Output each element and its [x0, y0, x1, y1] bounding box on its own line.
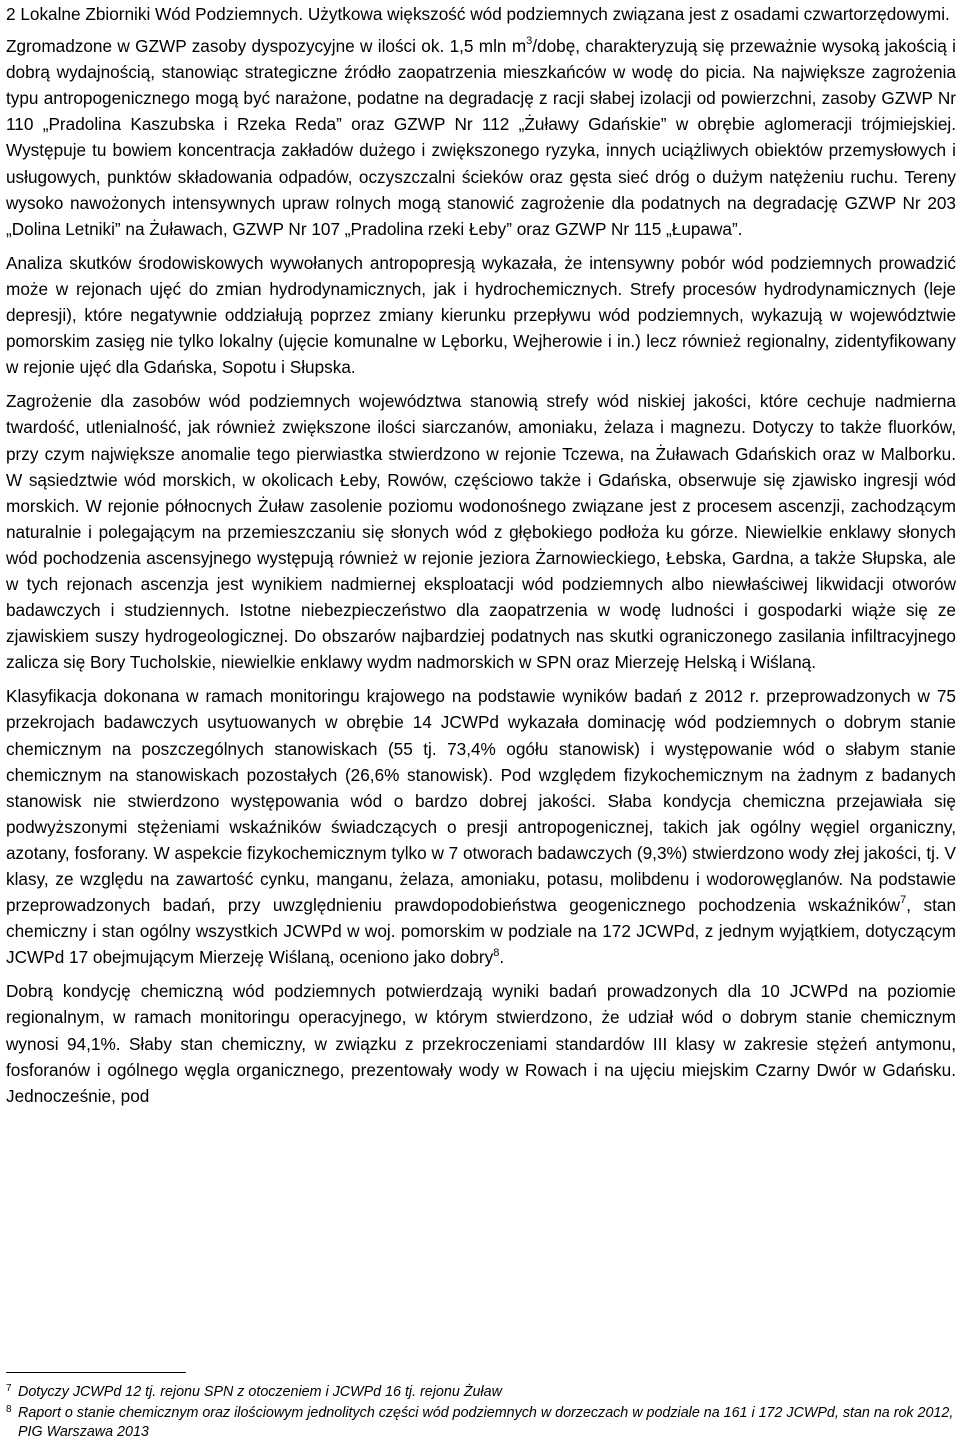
footnote-ref[interactable]: 8 — [493, 946, 500, 959]
footnote-divider — [6, 1372, 186, 1373]
paragraph — [6, 388, 956, 675]
paragraph-text: . — [499, 947, 505, 968]
paragraph — [6, 33, 956, 242]
paragraph-text: Analiza skutków środowiskowych wywołanych antropopresją wykazała, że intensywny pobór wód podziemnych prowadzić może w rejonach ujęć do zmian hydrodynamicznych, jak i hydrochemicznych. Strefy procesów hydrodynamicznych (leje depresji), które negatywnie oddziałują poprzez zmiany kierunku przepływu wód podziemnych, wykazują w województwie pomorskim zasięg nie tylko lokalny (ujęcie komunalne w Lęborku, Wejherowie i in.) lecz również regionalny, zidentyfikowany w rejonie ujęć dla Gdańska, Sopotu i Słupska. — [6, 252, 956, 378]
superscript: 3 — [526, 35, 533, 48]
footnote-ref[interactable]: 7 — [900, 894, 907, 907]
footnote-text: Raport o stanie chemicznym oraz ilościowym jednolitych części wód podziemnych w dorzeczach w podziale na 161 i 172 JCWPd, stan na rok 2012, PIG Warszawa 2013 — [18, 1405, 954, 1440]
paragraph-text: 2 Lokalne Zbiorniki Wód Podziemnych. Użytkowa większość wód podziemnych związana jest z osadami czwartorzędowymi. — [6, 4, 950, 24]
paragraph — [6, 250, 956, 380]
footnotes — [6, 1372, 956, 1442]
footnote-number: 8 — [6, 1404, 12, 1415]
document-body — [6, 0, 956, 1109]
paragraph-text: , stan chemiczny i stan ogólny wszystkich JCWPd w woj. pomorskim w podziale na 172 JCWPd, z jednym wyjątkiem, dotyczącym JCWPd 17 obejmującym Mierzeję Wiślaną, oceniono jako dobry — [6, 895, 957, 968]
footnote — [6, 1404, 956, 1442]
paragraph-text: Dobrą kondycję chemiczną wód podziemnych potwierdzają wyniki badań prowadzonych dla 10 JCWPd na poziomie regionalnym, w ramach monitoringu operacyjnego, w którym stwierdzono, że udział wód o dobrym stanie chemicznym wynosi 94,1%. Słaby stan chemiczny, w związku z przekroczeniami standardów III klasy w zakresie stężeń antymonu, fosforanów i ogólnego węgla organicznego, prezentowały wody w Rowach i na ujęciu miejskim Czarny Dwór w Gdańsku. Jednocześnie, pod — [6, 981, 956, 1106]
footnote-number: 7 — [6, 1383, 12, 1394]
paragraph — [6, 978, 956, 1108]
footnote — [6, 1383, 956, 1402]
paragraph — [6, 683, 956, 970]
paragraph-text: Zgromadzone w GZWP zasoby dyspozycyjne w ilości ok. 1,5 mln m — [6, 36, 527, 57]
paragraph-text: Klasyfikacja dokonana w ramach monitoringu krajowego na podstawie wyników badań z 2012 r. przeprowadzonych w 75 przekrojach badawczych usytuowanych w obrębie 14 JCWPd wykazała dominację wód podziemnych o dobrym stanie chemicznym na poszczególnych stanowiskach (55 tj. 73,4% ogółu stanowisk) i występowanie wód o słabym stanie chemicznym na stanowiskach pozostałych (26,6% stanowisk). Pod względem fizykochemicznym na żadnym z badanych stanowisk nie stwierdzono występowania wód o bardzo dobrej jakości. Słaba kondycja chemiczna przejawiała się podwyższonymi stężeniami wskaźników świadczących o presji antropogenicznej, takich jak ogólny węgiel organiczny, azotany, fosforany. W aspekcie fizykochemicznym tylko w 7 otworach badawczych (9,3%) stwierdzono wody złej jakości, tj. V klasy, ze względu na zawartość cynku, manganu, żelaza, amoniaku, potasu, molibdenu i wodorowęglanów. Na podstawie przeprowadzonych badań, przy uwzględnieniu prawdopodobieństwa geogenicznego pochodzenia wskaźników — [6, 686, 956, 916]
paragraph-text: /dobę, charakteryzują się przeważnie wysoką jakością i dobrą wydajnością, stanowiąc strategiczne źródło zaopatrzenia mieszkańców w wodę do picia. Na największe zagrożenia typu antropogenicznego mogą być narażone, podatne na degradację z racji słabej izolacji od powierzchni, zasoby GZWP Nr 110 „Pradolina Kaszubska i Rzeka Reda” oraz GZWP Nr 112 „Żuławy Gdańskie” w obrębie aglomeracji trójmiejskiej. Występuje tu bowiem koncentracja zakładów dużego i zwiększonego ryzyka, innych uciążliwych obiektów przemysłowych i usługowych, punktów składowania odpadów, oczyszczalni ścieków oraz gęsta sieć dróg o dużym natężeniu ruchu. Tereny wysoko nawożonych intensywnych upraw rolnych mogą stanowić zagrożenie dla podatnych na degradację GZWP Nr 203 „Dolina Letniki” na Żuławach, GZWP Nr 107 „Pradolina rzeki Łeby” oraz GZWP Nr 115 „Łupawa”. — [6, 36, 956, 239]
paragraph — [6, 1, 956, 27]
paragraph-text: Zagrożenie dla zasobów wód podziemnych województwa stanowią strefy wód niskiej jakości, które cechuje nadmierna twardość, utlenialność, jak również zwiększone ilości siarczanów, amoniaku, żelaza i magnezu. Dotyczy to także fluorków, przy czym największe anomalie tego pierwiastka stwierdzono w rejonie Tczewa, na Żuławach Gdańskich oraz w Malborku. W sąsiedztwie wód morskich, w okolicach Łeby, Rowów, częściowo także i Gdańska, obserwuje się zjawisko ingresji wód morskich. W rejonie północnych Żuław zasolenie poziomu wodonośnego związane jest z procesem ascenzji, zachodzącym naturalnie i polegającym na przemieszczaniu się słonych wód z głębokiego podłoża ku górze. Niewielkie enklawy słonych wód pochodzenia ascensyjnego występują również w rejonie jeziora Żarnowieckiego, Łebska, Gardna, a także Słupska, ale w tych rejonach ascenzja jest wynikiem nadmiernej eksploatacji wód podziemnych albo niewłaściwej likwidacji otworów badawczych i studziennych. Istotne niebezpieczeństwo dla zaopatrzenia w wodę ludności i gospodarki wiąże się ze zjawiskiem suszy hydrogeologicznej. Do obszarów najbardziej podatnych nas skutki ograniczonego zasilania infiltracyjnego zalicza się Bory Tucholskie, niewielkie enklawy wydm nadmorskich w SPN oraz Mierzeję Helską i Wiślaną. — [6, 391, 956, 673]
footnote-text: Dotyczy JCWPd 12 tj. rejonu SPN z otoczeniem i JCWPd 16 tj. rejonu Żuław — [18, 1384, 502, 1400]
